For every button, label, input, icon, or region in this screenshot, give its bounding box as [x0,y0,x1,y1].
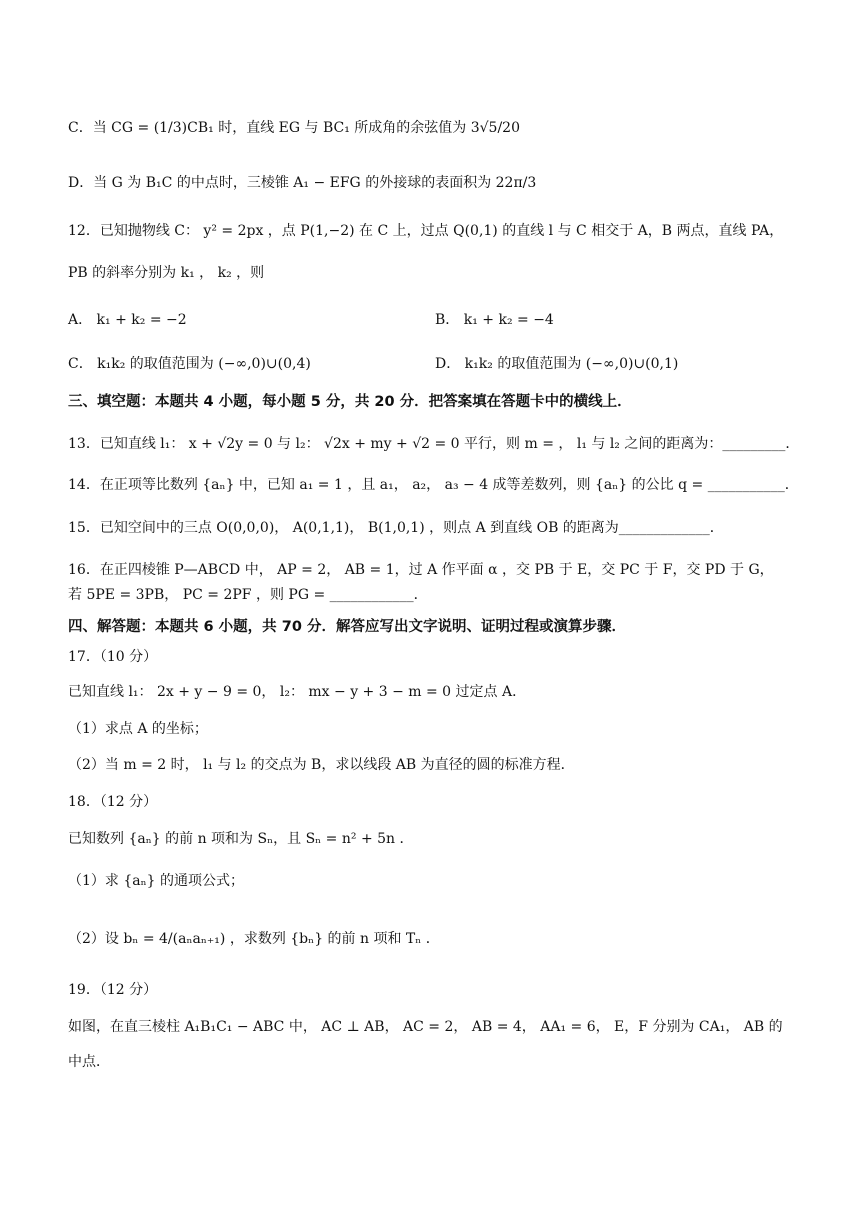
question-14: 14．在正项等比数列 {aₙ} 中，已知 a₁ = 1 ，且 a₁， a₂， a₃ − 4 成等差数列，则 {aₙ} 的公比 q = ___________． [68,477,799,493]
question-16-line1: 16．在正四棱锥 P—ABCD 中， AP = 2， AB = 1，过 A 作平面 α ，交 PB 于 E，交 PC 于 F，交 PD 于 G， [68,562,774,578]
question-12-line2: PB 的斜率分别为 k₁ ， k₂ ，则 [68,265,265,281]
question-18-part2: （2）设 bₙ = 4/(aₙaₙ₊₁) ，求数列 {bₙ} 的前 n 项和 Tₙ ． [68,931,440,947]
opt-11c: C．当 CG = (1/3)CB₁ 时，直线 EG 与 BC₁ 所成角的余弦值为 3√5/20 [68,120,520,136]
opt-12d: D． k₁k₂ 的取值范围为 (−∞,0)∪(0,1) [435,356,679,372]
question-17-title: 17．（10 分） [68,649,158,665]
question-17-part1: （1）求点 A 的坐标； [68,721,208,737]
question-18-part1: （1）求 {aₙ} 的通项公式； [68,873,245,889]
opt-12a: A． k₁ + k₂ = −2 [68,312,187,328]
opt-12c: C． k₁k₂ 的取值范围为 (−∞,0)∪(0,4) [68,356,311,372]
opt-11d: D．当 G 为 B₁C 的中点时，三棱锥 A₁ − EFG 的外接球的表面积为 22π/3 [68,175,537,191]
question-18-title: 18．（12 分） [68,794,158,810]
question-17-stem: 已知直线 l₁： 2x + y − 9 = 0， l₂： mx − y + 3 − m = 0 过定点 A． [68,684,527,700]
section-4-heading: 四、解答题：本题共 6 小题，共 70 分．解答应写出文字说明、证明过程或演算步骤． [68,619,626,635]
question-19-stem-line1: 如图，在直三棱柱 A₁B₁C₁ − ABC 中， AC ⊥ AB， AC = 2， AB = 4， AA₁ = 6， E，F 分别为 CA₁， AB 的 [68,1019,783,1035]
question-19-title: 19．（12 分） [68,982,158,998]
question-12-line1: 12．已知抛物线 C： y² = 2px ，点 P(1,−2) 在 C 上，过点 Q(0,1) 的直线 l 与 C 相交于 A，B 两点，直线 PA， [68,223,784,239]
section-3-heading: 三、填空题：本题共 4 小题，每小题 5 分，共 20 分．把答案填在答题卡中的横线上． [68,394,632,410]
opt-12b: B． k₁ + k₂ = −4 [435,312,554,328]
question-18-stem: 已知数列 {aₙ} 的前 n 项和为 Sₙ，且 Sₙ = n² + 5n ． [68,831,414,847]
question-17-part2: （2）当 m = 2 时， l₁ 与 l₂ 的交点为 B，求以线段 AB 为直径的圆的标准方程． [68,757,575,773]
question-13: 13．已知直线 l₁： x + √2y = 0 与 l₂： √2x + my + √2 = 0 平行，则 m = ， l₁ 与 l₂ 之间的距离为：_________． [68,436,800,452]
question-15: 15．已知空间中的三点 O(0,0,0)， A(0,1,1)， B(1,0,1) ，则点 A 到直线 OB 的距离为_____________． [68,520,724,536]
question-19-stem-line2: 中点． [68,1054,110,1070]
question-16-line2: 若 5PE = 3PB， PC = 2PF ，则 PG = ____________． [68,587,428,603]
